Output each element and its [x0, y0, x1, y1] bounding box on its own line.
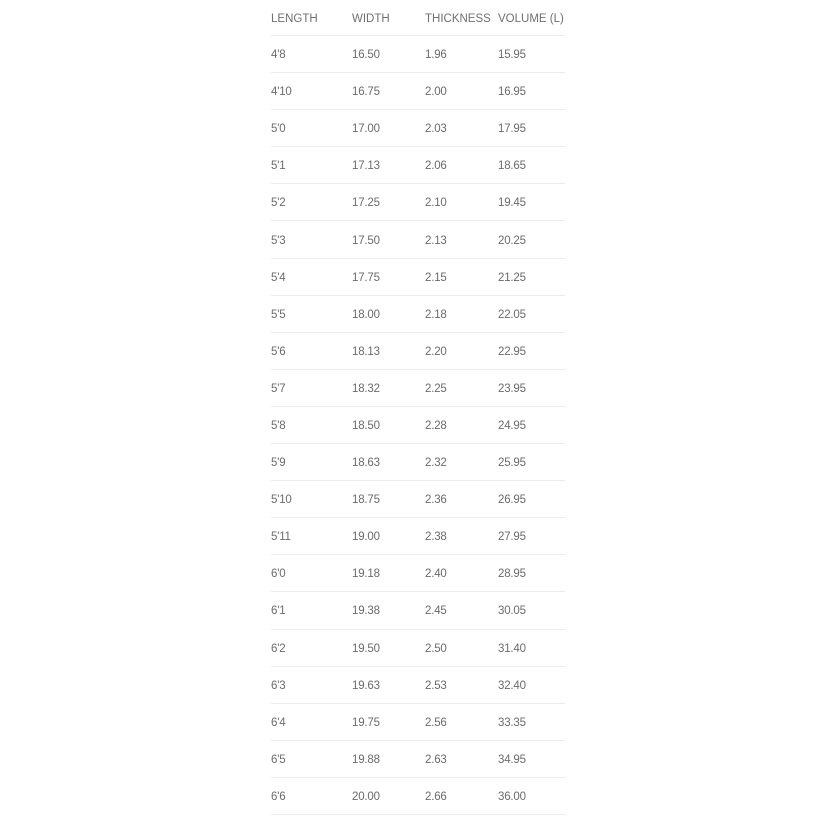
- cell-width: 19.00: [352, 531, 380, 544]
- cell-width: 19.88: [352, 753, 380, 766]
- cell-width: 17.00: [352, 123, 380, 136]
- cell-width: 16.75: [352, 86, 380, 99]
- cell-volume: 27.95: [498, 531, 526, 544]
- cell-width: 18.63: [352, 457, 380, 470]
- table-row: [271, 36, 565, 73]
- cell-thickness: 2.03: [425, 123, 447, 136]
- cell-length: 6'1: [271, 605, 286, 618]
- table-row: [271, 184, 565, 221]
- header-volume: VOLUME (L): [498, 12, 564, 25]
- table-header-row: [271, 0, 565, 36]
- cell-thickness: 2.66: [425, 790, 447, 803]
- table-row: [271, 147, 565, 184]
- cell-thickness: 2.50: [425, 642, 447, 655]
- cell-thickness: 1.96: [425, 49, 447, 62]
- cell-width: 16.50: [352, 49, 380, 62]
- cell-width: 17.25: [352, 197, 380, 210]
- cell-thickness: 2.53: [425, 679, 447, 692]
- cell-thickness: 2.38: [425, 531, 447, 544]
- cell-thickness: 2.28: [425, 419, 447, 432]
- table-row: [271, 518, 565, 555]
- cell-volume: 34.95: [498, 753, 526, 766]
- cell-length: 6'4: [271, 716, 286, 729]
- cell-thickness: 2.32: [425, 457, 447, 470]
- cell-length: 6'0: [271, 568, 286, 581]
- cell-thickness: 2.36: [425, 494, 447, 507]
- cell-length: 5'1: [271, 160, 286, 173]
- cell-volume: 20.25: [498, 234, 526, 247]
- cell-volume: 22.95: [498, 345, 526, 358]
- table-row: [271, 481, 565, 518]
- cell-volume: 33.35: [498, 716, 526, 729]
- cell-volume: 16.95: [498, 86, 526, 99]
- cell-thickness: 2.10: [425, 197, 447, 210]
- cell-volume: 31.40: [498, 642, 526, 655]
- cell-length: 5'9: [271, 457, 286, 470]
- cell-width: 18.50: [352, 419, 380, 432]
- cell-width: 18.32: [352, 382, 380, 395]
- cell-thickness: 2.40: [425, 568, 447, 581]
- cell-width: 19.38: [352, 605, 380, 618]
- cell-length: 5'5: [271, 308, 286, 321]
- cell-volume: 21.25: [498, 271, 526, 284]
- table-row: [271, 741, 565, 778]
- cell-thickness: 2.13: [425, 234, 447, 247]
- table-row: [271, 407, 565, 444]
- table-row: [271, 778, 565, 815]
- cell-length: 4'10: [271, 86, 292, 99]
- header-width: WIDTH: [352, 12, 390, 25]
- cell-length: 4'8: [271, 49, 286, 62]
- table-row: [271, 630, 565, 667]
- cell-thickness: 2.20: [425, 345, 447, 358]
- size-chart-table: [271, 0, 565, 815]
- cell-width: 17.13: [352, 160, 380, 173]
- cell-length: 6'3: [271, 679, 286, 692]
- cell-length: 6'2: [271, 642, 286, 655]
- cell-volume: 30.05: [498, 605, 526, 618]
- cell-thickness: 2.15: [425, 271, 447, 284]
- cell-length: 5'7: [271, 382, 286, 395]
- cell-volume: 19.45: [498, 197, 526, 210]
- cell-length: 6'5: [271, 753, 286, 766]
- cell-thickness: 2.56: [425, 716, 447, 729]
- cell-length: 5'6: [271, 345, 286, 358]
- table-row: [271, 333, 565, 370]
- cell-volume: 25.95: [498, 457, 526, 470]
- cell-length: 5'0: [271, 123, 286, 136]
- cell-volume: 18.65: [498, 160, 526, 173]
- cell-width: 17.50: [352, 234, 380, 247]
- cell-length: 5'10: [271, 494, 292, 507]
- cell-thickness: 2.45: [425, 605, 447, 618]
- table-row: [271, 110, 565, 147]
- cell-thickness: 2.63: [425, 753, 447, 766]
- header-length: LENGTH: [271, 12, 318, 25]
- cell-length: 5'4: [271, 271, 286, 284]
- table-row: [271, 259, 565, 296]
- cell-volume: 26.95: [498, 494, 526, 507]
- cell-length: 5'8: [271, 419, 286, 432]
- cell-width: 20.00: [352, 790, 380, 803]
- cell-thickness: 2.00: [425, 86, 447, 99]
- table-row: [271, 296, 565, 333]
- table-row: [271, 444, 565, 481]
- table-row: [271, 592, 565, 629]
- cell-volume: 17.95: [498, 123, 526, 136]
- cell-length: 6'6: [271, 790, 286, 803]
- cell-length: 5'3: [271, 234, 286, 247]
- table-row: [271, 704, 565, 741]
- cell-thickness: 2.06: [425, 160, 447, 173]
- table-row: [271, 370, 565, 407]
- cell-length: 5'2: [271, 197, 286, 210]
- cell-width: 19.63: [352, 679, 380, 692]
- cell-volume: 23.95: [498, 382, 526, 395]
- cell-length: 5'11: [271, 531, 291, 544]
- table-row: [271, 555, 565, 592]
- table-row: [271, 667, 565, 704]
- cell-width: 19.75: [352, 716, 380, 729]
- header-thickness: THICKNESS: [425, 12, 491, 25]
- cell-volume: 28.95: [498, 568, 526, 581]
- cell-width: 19.50: [352, 642, 380, 655]
- cell-thickness: 2.18: [425, 308, 447, 321]
- cell-volume: 15.95: [498, 49, 526, 62]
- cell-width: 18.00: [352, 308, 380, 321]
- cell-width: 17.75: [352, 271, 380, 284]
- cell-volume: 22.05: [498, 308, 526, 321]
- cell-width: 18.13: [352, 345, 380, 358]
- cell-width: 18.75: [352, 494, 380, 507]
- table-row: [271, 221, 565, 258]
- cell-volume: 24.95: [498, 419, 526, 432]
- table-row: [271, 73, 565, 110]
- cell-volume: 36.00: [498, 790, 526, 803]
- cell-volume: 32.40: [498, 679, 526, 692]
- table-body: [271, 36, 565, 815]
- cell-width: 19.18: [352, 568, 380, 581]
- cell-thickness: 2.25: [425, 382, 447, 395]
